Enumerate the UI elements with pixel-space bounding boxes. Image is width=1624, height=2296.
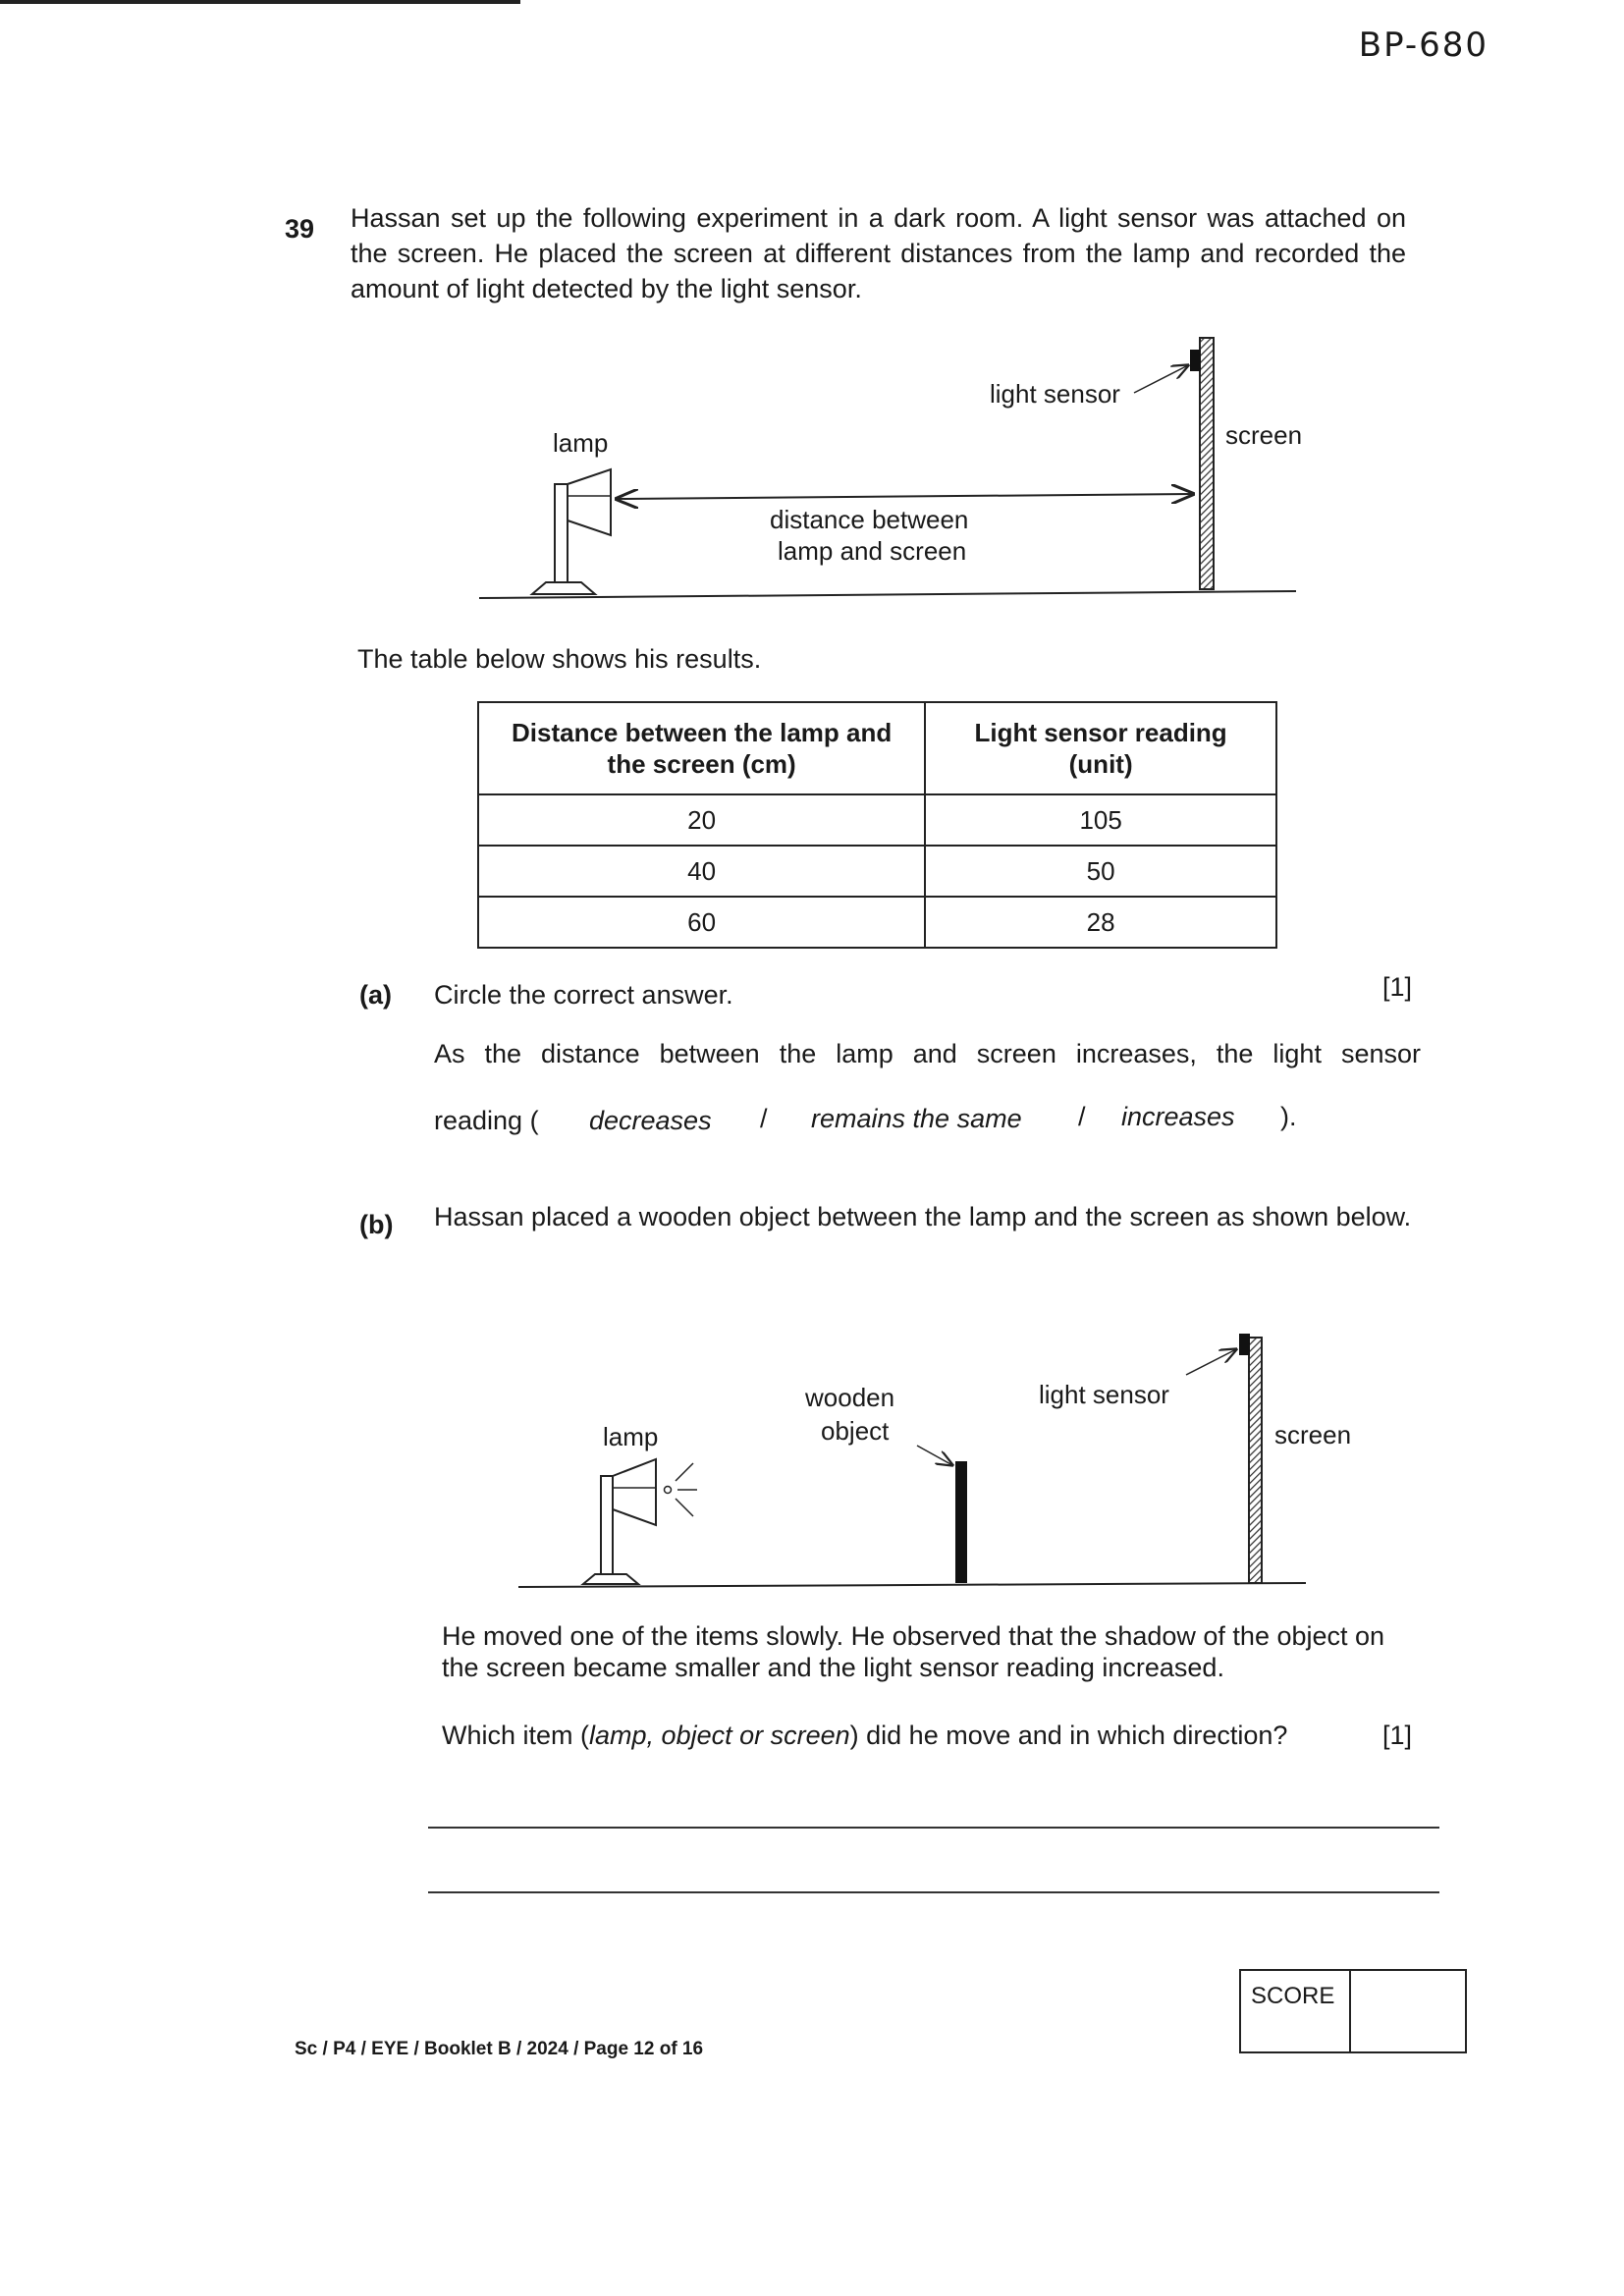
table-row — [478, 846, 1276, 897]
answer-line-1[interactable] — [428, 1827, 1439, 1829]
part-b-question-suffix: ) did he move and in which direction? — [849, 1721, 1288, 1750]
table-cell: 60 — [478, 897, 925, 948]
wooden-object-label-line2: object — [821, 1416, 890, 1446]
choice-separator: / — [760, 1104, 768, 1133]
part-b-question-prefix: Which item ( — [442, 1721, 590, 1750]
part-b-intro: Hassan placed a wooden object between the lamp and the screen as shown below. — [434, 1202, 1412, 1231]
lamp-label: lamp — [553, 428, 609, 458]
lamp-label: lamp — [603, 1422, 659, 1451]
table-header-distance: Distance between the lamp and the screen (cm) — [478, 702, 925, 794]
table-cell: 28 — [925, 897, 1276, 948]
part-b-label: (b) — [359, 1210, 394, 1239]
table-cell: 40 — [478, 846, 925, 897]
part-b-marks: [1] — [1382, 1721, 1413, 1750]
part-a-reading-prefix: reading ( — [434, 1106, 539, 1135]
score-box — [1239, 1969, 1467, 2053]
question-intro: Hassan set up the following experiment in a dark room. A light sensor was attached on the screen. He placed the screen at different distances from the lamp and recorded the amount of light detected by the light sensor. — [351, 203, 1406, 303]
lamp-icon — [532, 469, 611, 594]
experiment-diagram-2 — [0, 1316, 1624, 1611]
distance-label-line2: lamp and screen — [778, 536, 967, 566]
choice-increases[interactable]: increases — [1121, 1102, 1235, 1131]
table-cell: 105 — [925, 794, 1276, 846]
part-b-question — [442, 1721, 1287, 1751]
lamp-icon — [583, 1459, 697, 1584]
screen-icon — [1249, 1338, 1262, 1583]
part-a-marks: [1] — [1382, 972, 1413, 1002]
light-sensor-label: light sensor — [990, 379, 1120, 409]
table-header-reading: Light sensor reading (unit) — [925, 702, 1276, 794]
ground-line — [479, 591, 1296, 598]
table-cell: 20 — [478, 794, 925, 846]
part-b-question-items: lamp, object or screen — [589, 1721, 850, 1750]
results-table — [477, 701, 1277, 949]
screen-label: screen — [1225, 420, 1303, 450]
part-a-label: (a) — [359, 980, 392, 1010]
score-label: SCORE — [1241, 1971, 1351, 2051]
table-row — [478, 794, 1276, 846]
light-sensor-label: light sensor — [1039, 1380, 1169, 1409]
screen-label: screen — [1274, 1420, 1352, 1449]
table-intro: The table below shows his results. — [357, 644, 762, 674]
choice-remains-the-same[interactable]: remains the same — [811, 1104, 1022, 1133]
page-footer: Sc / P4 / EYE / Booklet B / 2024 / Page 12 of 16 — [295, 2039, 704, 2059]
distance-label-line1: distance between — [770, 505, 969, 534]
choice-separator: / — [1078, 1102, 1086, 1131]
wooden-object-label-line1: wooden — [805, 1383, 895, 1412]
answer-line-2[interactable] — [428, 1891, 1439, 1893]
part-a-statement: As the distance between the lamp and screen increases, the light sensor — [434, 1039, 1421, 1068]
screen-icon — [1200, 338, 1214, 589]
light-sensor-icon — [1190, 350, 1201, 371]
part-a-instruction: Circle the correct answer. — [434, 980, 733, 1010]
choice-decreases[interactable]: decreases — [589, 1106, 712, 1135]
table-cell: 50 — [925, 846, 1276, 897]
distance-arrow — [617, 494, 1193, 499]
question-number: 39 — [285, 214, 315, 244]
table-row — [478, 897, 1276, 948]
part-a-close: ). — [1280, 1102, 1297, 1131]
wooden-object-icon — [955, 1461, 967, 1583]
part-b-observation: He moved one of the items slowly. He observed that the shadow of the object on the screen became smaller and the light sensor reading increased. — [442, 1621, 1385, 1682]
page-code: BP-680 — [1358, 26, 1489, 65]
experiment-diagram-1 — [0, 0, 1624, 629]
light-sensor-icon — [1239, 1334, 1250, 1355]
